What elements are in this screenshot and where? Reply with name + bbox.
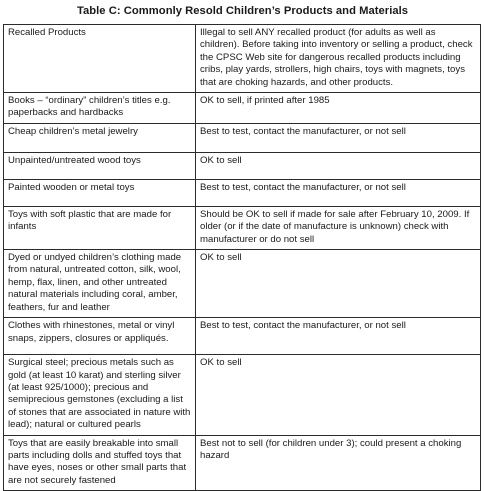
table-row xyxy=(4,152,481,179)
product-cell: Dyed or undyed children’s clothing made from natural, untreated cotton, silk, wool, hemp, flax, linen, and other untreated natural materials including coral, amber, feathers, fur and leather xyxy=(4,250,196,318)
product-cell: Toys with soft plastic that are made for infants xyxy=(4,206,196,249)
table-row xyxy=(4,318,481,355)
table-row xyxy=(4,123,481,152)
guidance-cell: Best to test, contact the manufacturer, or not sell xyxy=(196,318,481,355)
table-row xyxy=(4,435,481,491)
table-row xyxy=(4,355,481,435)
guidance-cell: OK to sell xyxy=(196,355,481,435)
table-row xyxy=(4,179,481,206)
guidance-cell: Illegal to sell ANY recalled product (for adults as well as children). Before taking into inventory or selling a product, check the CPSC Web site for dangerous recalled products including cribs, play yards, strollers, high chairs, toys with magnets, toys that are choking hazards, and other products. xyxy=(196,25,481,93)
guidance-cell: OK to sell xyxy=(196,250,481,318)
product-cell: Clothes with rhinestones, metal or vinyl snaps, zippers, closures or appliqués. xyxy=(4,318,196,355)
table-title: Table C: Commonly Resold Children’s Products and Materials xyxy=(76,5,409,17)
table-row xyxy=(4,25,481,93)
guidance-cell: Best not to sell (for children under 3); could present a choking hazard xyxy=(196,435,481,491)
guidance-cell: OK to sell xyxy=(196,152,481,179)
table-row xyxy=(4,93,481,124)
product-cell: Unpainted/untreated wood toys xyxy=(4,152,196,179)
guidance-cell: Best to test, contact the manufacturer, or not sell xyxy=(196,123,481,152)
guidance-cell: Best to test, contact the manufacturer, or not sell xyxy=(196,179,481,206)
guidance-cell: Should be OK to sell if made for sale after February 10, 2009. If older (or if the date of manufacture is unknown) check with manufacturer or do not sell xyxy=(196,206,481,249)
product-cell: Toys that are easily breakable into small parts including dolls and stuffed toys that have eyes, noses or other small parts that are not securely fastened xyxy=(4,435,196,491)
guidance-cell: OK to sell, if printed after 1985 xyxy=(196,93,481,124)
product-cell: Recalled Products xyxy=(4,25,196,93)
table-row xyxy=(4,250,481,318)
product-cell: Painted wooden or metal toys xyxy=(4,179,196,206)
resold-products-table xyxy=(3,24,481,491)
table-row xyxy=(4,206,481,249)
product-cell: Cheap children’s metal jewelry xyxy=(4,123,196,152)
product-cell: Books – “ordinary” children’s titles e.g. paperbacks and hardbacks xyxy=(4,93,196,124)
product-cell: Surgical steel; precious metals such as gold (at least 10 karat) and sterling silver (at least 925/1000); precious and semiprecious gemstones (excluding a list of stones that are associated in nature with lead); natural or cultured pearls xyxy=(4,355,196,435)
